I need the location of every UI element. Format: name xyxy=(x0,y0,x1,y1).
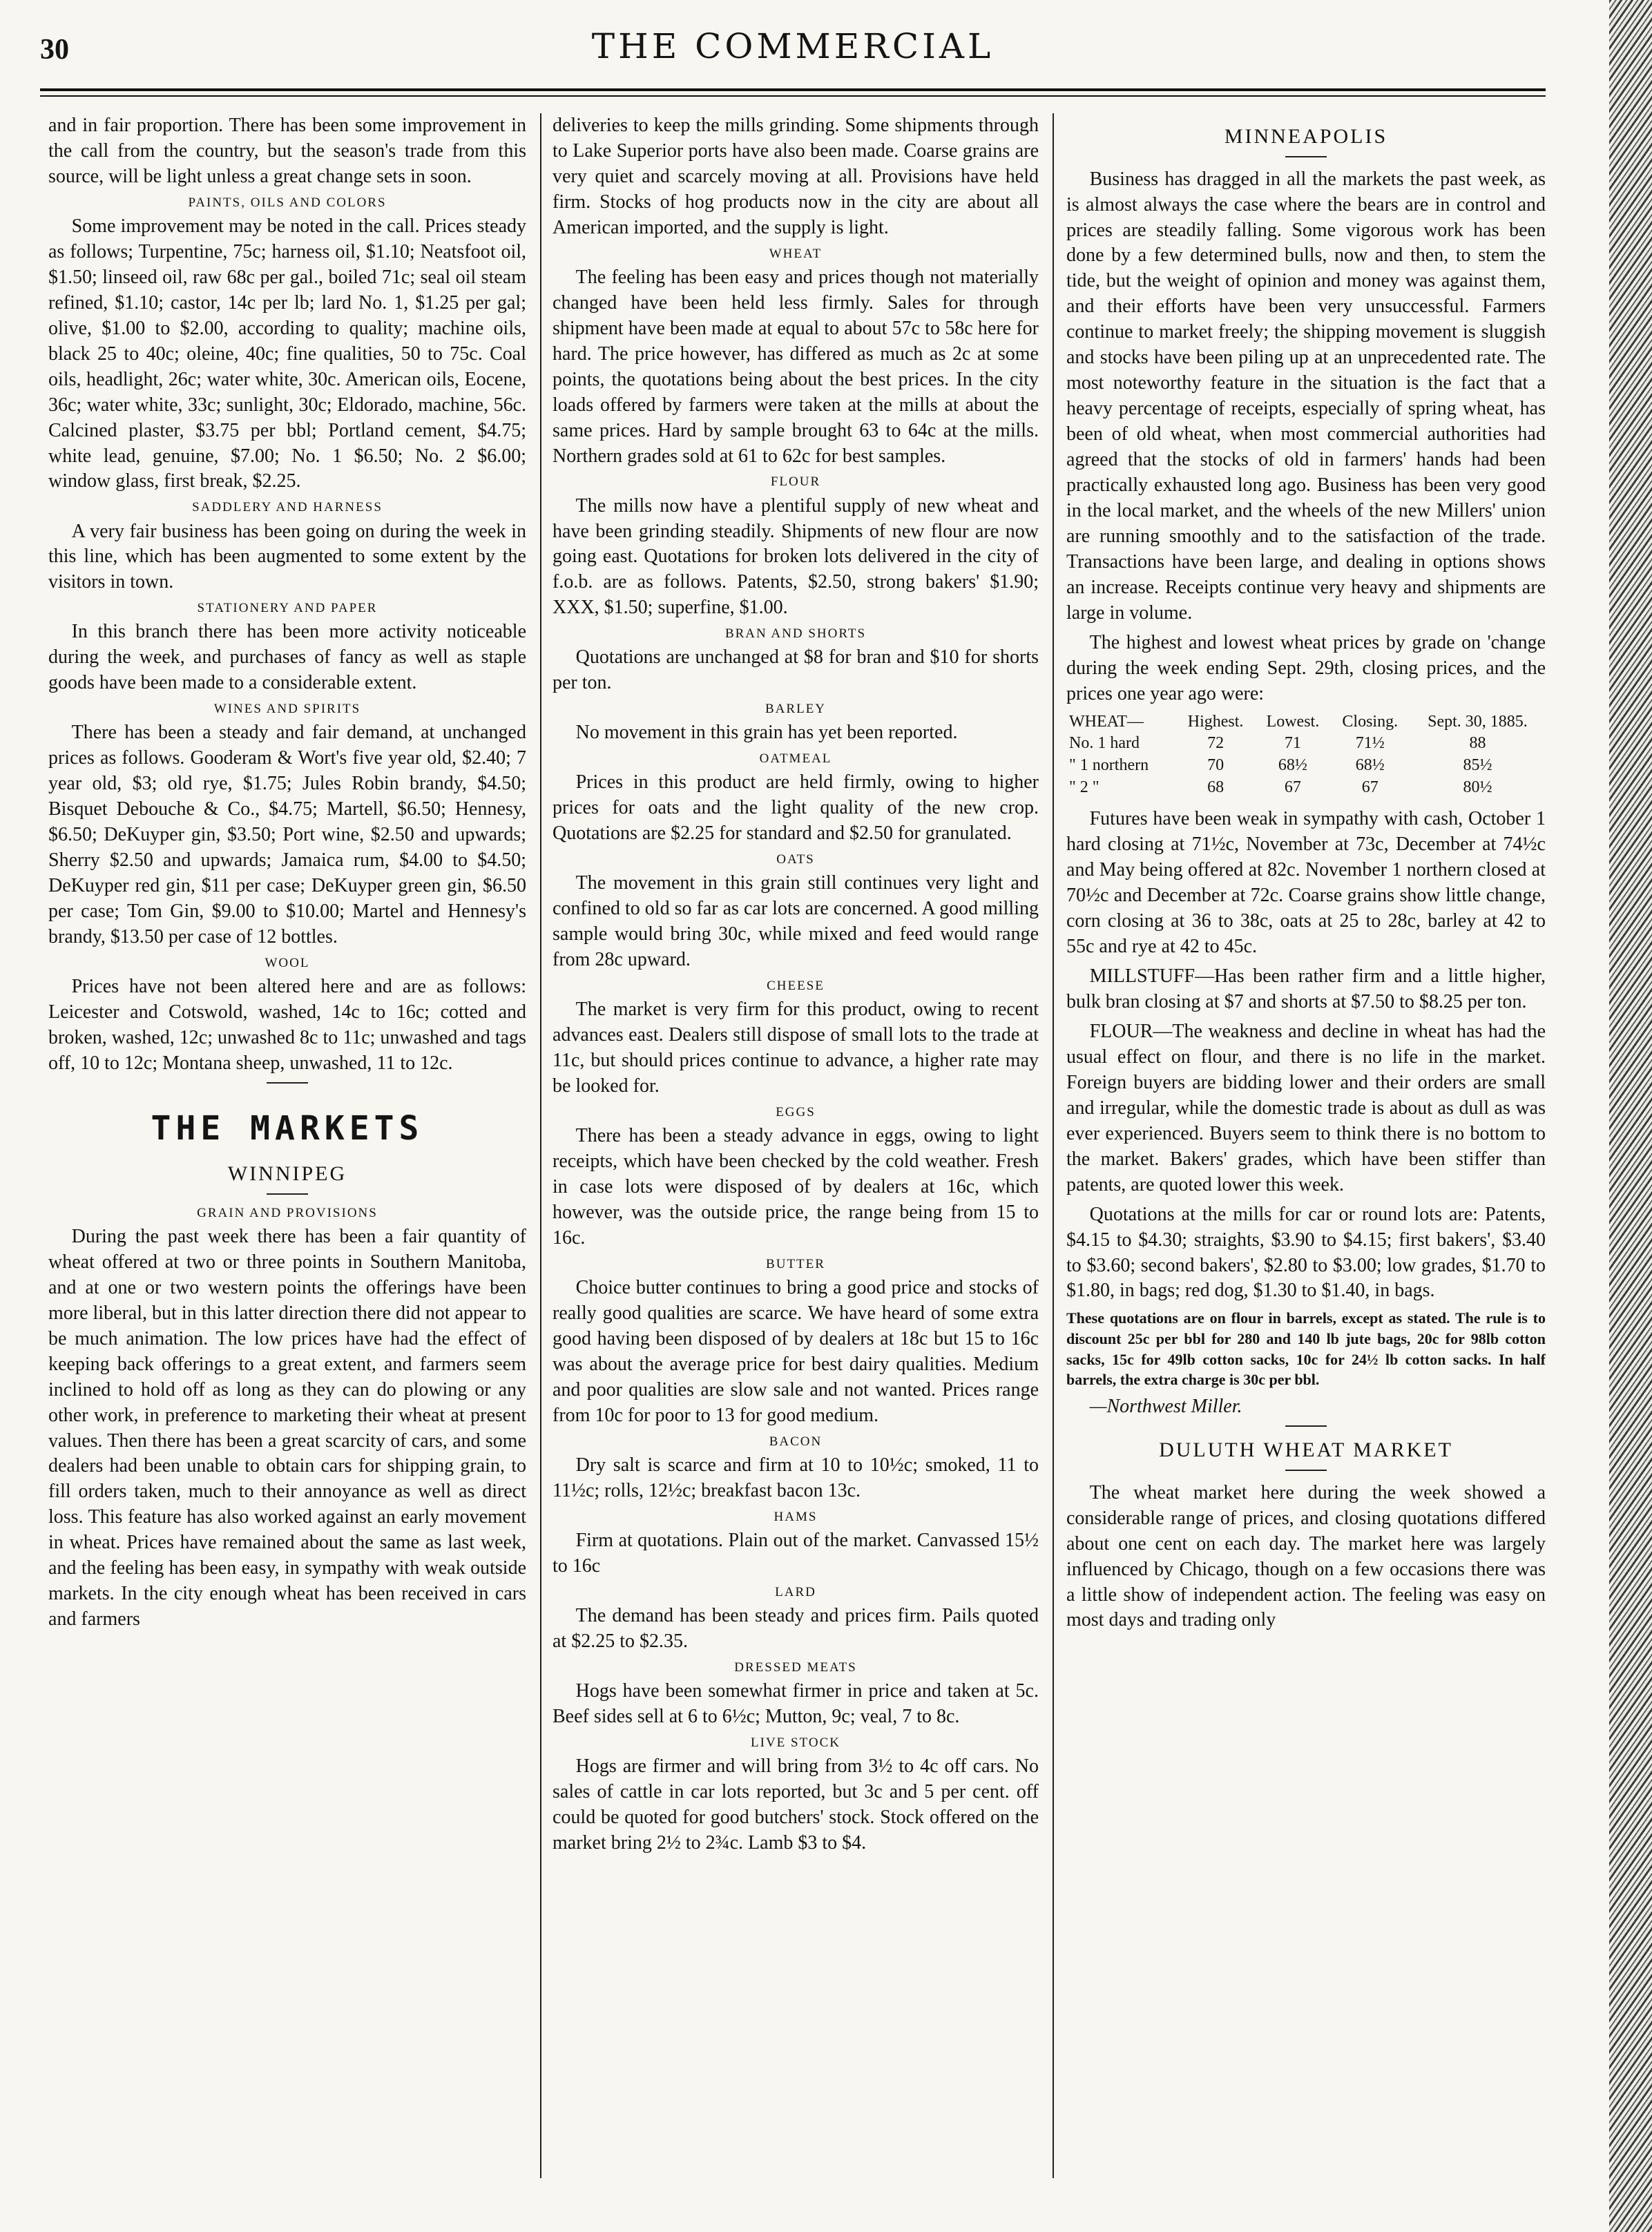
section-heading: SADDLERY AND HARNESS xyxy=(192,500,383,515)
section-heading: OATMEAL xyxy=(759,751,832,767)
paragraph: The market is very firm for this product, owing to recent advances east. Dealers still dispose of small lots to the trade at 11c, but should prices continue to advance, a higher rate may be looked for. xyxy=(553,999,1039,1097)
markets-title: THE MARKETS xyxy=(151,1108,424,1148)
section-heading: DRESSED MEATS xyxy=(734,1659,857,1675)
table-cell: 85½ xyxy=(1463,756,1492,774)
table-header: WHEAT— xyxy=(1069,712,1144,731)
section-heading: BRAN AND SHORTS xyxy=(724,626,867,642)
paragraph: Choice butter continues to bring a good price and stocks of really good qualities are scarce. We have heard of some extra good having been disposed of by dealers at 18c but 15 to 16c was about the average price for best dairy qualities. Medium and poor qualities are slow sale and not wanted. Prices range from 10c for poor to 13 for good medium. xyxy=(553,1276,1039,1426)
column-1 xyxy=(48,113,526,2178)
paragraph: The wheat market here during the week showed a considerable range of prices, and closing quotations differed about one cent on each day. The market here was largely influenced by Chicago, though on a few occasions there was a little show of independent action. The feeling was easy on most days and trading only xyxy=(1066,1481,1546,1631)
table-row xyxy=(1066,755,1546,777)
paragraph: In this branch there has been more activity noticeable during the week, and purchases of fancy as well as staple goods have been made to a considerable extent. xyxy=(48,621,526,694)
table-cell: 67 xyxy=(1284,778,1301,796)
divider xyxy=(267,1082,308,1084)
divider xyxy=(1285,1470,1327,1471)
table-header: Lowest. xyxy=(1266,712,1320,731)
paragraph: Quotations are unchanged at $8 for bran and $10 for shorts per ton. xyxy=(553,646,1039,694)
paragraph: The mills now have a plentiful supply of new wheat and have been grinding steadily. Shipments of new flour are now going east. Quotations for broken lots delivered in the city of f.o.b. are as follows. Patents, $2.50, strong bakers' $1.90; XXX, $1.50; superfine, $1.00. xyxy=(553,494,1039,619)
section-heading: FLOUR xyxy=(770,474,821,490)
table-cell: 88 xyxy=(1469,734,1486,753)
paragraph: The movement in this grain still continues very light and confined to old so far as car lots are concerned. A good milling sample would bring 30c, while mixed and feed would range from 28c upward. xyxy=(553,872,1039,971)
column-3 xyxy=(1066,113,1546,2178)
paragraph: No movement in this grain has yet been reported. xyxy=(575,722,958,744)
paragraph: Prices have not been altered here and are as follows: Leicester and Cotswold, washed, 14c to 16c; cotted and broken, washed, 12c; unwashed 8c to 11c; unwashed and tags off, 10 to 12c; Montana sheep, unwashed, 11 to 12c. xyxy=(48,976,526,1074)
section-heading: BACON xyxy=(769,1434,823,1449)
table-cell: 80½ xyxy=(1463,778,1492,796)
column-divider xyxy=(1053,113,1054,2178)
table-row xyxy=(1066,733,1546,755)
paragraph: There has been a steady advance in eggs, owing to light receipts, which have been checked by the cold weather. Fresh in case lots were disposed of by dealers at 16c, which however, was the outside price, the range being from 15 to 16c. xyxy=(553,1125,1039,1249)
section-heading: LARD xyxy=(775,1584,816,1599)
paragraph: The highest and lowest wheat prices by grade on 'change during the week ending Sept. 29th, closing prices, and the prices one year ago were: xyxy=(1066,631,1546,704)
table-cell: 70 xyxy=(1207,756,1224,774)
section-heading: WHEAT xyxy=(769,246,823,261)
source-credit: —Northwest Miller. xyxy=(1089,1396,1242,1418)
paragraph: Business has dragged in all the markets the past week, as is almost always the case where the bears are in control and prices are steadily falling. Some vigorous work has been done by a few determined bulls, now and then, to stem the tide, but the weight of opinion and money was against them, and their efforts have been very unsuccessful. Farmers continue to market freely; the shipping movement is sluggish and stocks have been piling up at an unprecedented rate. The most noteworthy feature in the situation is the fact that a heavy percentage of receipts, especially of spring wheat, has been of old wheat, when most commercial authorities had agreed that the stocks of old in farmers' hands had been practically exhausted long ago. Business has been very good in the local market, and the wheels of the new Millers' union are running smoothly and to the satisfaction of the trade. Transactions have been large, and dealing in options shows an increase. Receipts continue very heavy and shipments are large in volume. xyxy=(1066,168,1546,624)
section-heading: LIVE STOCK xyxy=(751,1735,841,1750)
section-heading: OATS xyxy=(776,852,815,867)
table-cell: " 2 " xyxy=(1069,778,1099,796)
paragraph: Hogs have been somewhat firmer in price and taken at 5c. Beef sides sell at 6 to 6½c; Mutton, 9c; veal, 7 to 8c. xyxy=(553,1680,1039,1727)
section-title: DULUTH WHEAT MARKET xyxy=(1159,1439,1453,1462)
paragraph: The feeling has been easy and prices though not materially changed have been held less firmly. Sales for through shipment have been made at equal to about 57c to 58c here for hard. The price however, has differed as much as 2c at some points, the quotations being about the best prices. In the city loads offered by farmers were taken at the mills at about the same prices. Hard by sample brought 63 to 64c at the mills. Northern grades sold at 61 to 62c for best samples. xyxy=(553,266,1039,467)
section-heading: BUTTER xyxy=(766,1256,825,1271)
table-cell: No. 1 hard xyxy=(1069,734,1140,753)
paragraph: Futures have been weak in sympathy with cash, October 1 hard closing at 71½c, November at 73c, December at 74½c and May being offered at 82c. November 1 northern closed at 70½c and December at 72c. Coarse grains show little change, corn closing at 36 to 38c, oats at 25 to 28c, barley at 42 to 55c and rye at 42 to 45c. xyxy=(1066,808,1546,958)
section-heading: BARLEY xyxy=(765,702,826,717)
city-heading: MINNEAPOLIS xyxy=(1224,125,1388,148)
paragraph: A very fair business has been going on during the week in this line, which has been augmented to some extent by the visitors in town. xyxy=(48,520,526,593)
table-cell: 68½ xyxy=(1355,756,1385,774)
table-header-row xyxy=(1066,711,1546,733)
table-cell: 68 xyxy=(1207,778,1224,796)
masthead: THE COMMERCIAL xyxy=(591,26,995,66)
paragraph: Firm at quotations. Plain out of the market. Canvassed 15½ to 16c xyxy=(553,1529,1039,1577)
table-header: Highest. xyxy=(1187,712,1244,731)
section-heading: PAINTS, OILS AND COLORS xyxy=(188,195,387,210)
wheat-price-table xyxy=(1066,711,1546,799)
paragraph: deliveries to keep the mills grinding. Some shipments through to Lake Superior ports have also been made. Coarse grains are very quiet and scarcely moving at all. Provisions have held firm. Stocks of hog products now in the city are about all American imported, and the supply is light. xyxy=(553,115,1039,238)
table-header: Sept. 30, 1885. xyxy=(1428,712,1528,731)
divider xyxy=(1285,156,1327,157)
column-divider xyxy=(540,113,541,2178)
paragraph: Hogs are firmer and will bring from 3½ to 4c off cars. No sales of cattle in car lots reported, but 3c and 5 per cent. off could be quoted for good butchers' stock. Stock offered on the market bring 2½ to 2¾c. Lamb $3 to $4. xyxy=(553,1755,1039,1854)
page-edge xyxy=(1609,0,1652,2232)
column-2 xyxy=(553,113,1039,2178)
table-row xyxy=(1066,777,1546,799)
section-heading: STATIONERY AND PAPER xyxy=(197,601,378,616)
header-rule-thin xyxy=(40,95,1546,97)
section-heading: HAMS xyxy=(774,1509,818,1524)
table-cell: 71½ xyxy=(1355,734,1385,753)
footnote: These quotations are on flour in barrels, except as stated. The rule is to discount 25c per bbl for 280 and 140 lb jute bags, 20c for 98lb cotton sacks, 15c for 49lb cotton sacks, 10c for 24½ lb cotton sacks. In half barrels, the extra charge is 30c per bbl. xyxy=(1066,1309,1546,1389)
divider xyxy=(267,1193,308,1195)
paragraph: Dry salt is scarce and firm at 10 to 10½c; smoked, 11 to 11½c; rolls, 12½c; breakfast bacon 13c. xyxy=(553,1454,1039,1501)
paragraph: Prices in this product are held firmly, owing to higher prices for oats and the light quality of the new crop. Quotations are $2.25 for standard and $2.50 for granulated. xyxy=(553,771,1039,845)
city-heading: WINNIPEG xyxy=(227,1162,347,1186)
section-heading: EGGS xyxy=(776,1105,816,1120)
paragraph: and in fair proportion. There has been some improvement in the call from the country, but the season's trade from this source, will be light unless a great change sets in soon. xyxy=(48,115,526,187)
page-number: 30 xyxy=(40,34,69,66)
header-rule xyxy=(40,88,1546,91)
table-cell: " 1 northern xyxy=(1069,756,1149,774)
section-heading: CHEESE xyxy=(767,979,825,994)
table-cell: 67 xyxy=(1361,778,1379,796)
table-header: Closing. xyxy=(1342,712,1399,731)
section-heading: WOOL xyxy=(265,955,310,970)
table-cell: 68½ xyxy=(1278,756,1307,774)
paragraph: The demand has been steady and prices firm. Pails quoted at $2.25 to $2.35. xyxy=(553,1604,1039,1652)
paragraph: During the past week there has been a fair quantity of wheat offered at two or three points in Southern Manitoba, and at one or two western points the offerings have been more liberal, but in this latter direction there did not appear to be much animation. The low prices have had the effect of keeping back offerings to a great extent, and farmers seem inclined to hold off as long as they can do plowing or any other work, in preference to marketing their wheat at present values. Then there has been a great scarcity of cars, and some dealers had been unable to obtain cars for shipping grain, to fill orders taken, much to their annoyance as well as direct loss. This feature has also worked against an early movement in wheat. Prices have remained about the same as last week, and the feeling has been easy, in sympathy with weak outside markets. In the city enough wheat has been received in cars and farmers xyxy=(48,1225,526,1630)
divider xyxy=(1285,1425,1327,1427)
paragraph: There has been a steady and fair demand, at unchanged prices as follows. Gooderam & Wort's five year old, $2.40; 7 year old, $3; old rye, $1.75; Jules Robin brandy, $4.50; Bisquet Debouche & Co., $4.75; Martell, $6.50; Hennesy, $6.50; DeKuyper gin, $3.50; Port wine, $2.50 and upwards; Sherry $2.50 and upwards; Jamaica rum, $4.00 to $4.50; DeKuyper red gin, $11 per case; DeKuyper green gin, $6.50 per case; Tom Gin, $9.00 to $10.00; Martel and Hennesy's brandy, $13.50 per case of 12 bottles. xyxy=(48,722,526,947)
paragraph: Some improvement may be noted in the call. Prices steady as follows; Turpentine, 75c; harness oil, $1.10; Neatsfoot oil, $1.50; linseed oil, raw 68c per gal., boiled 71c; seal oil steam refined, $1.10; castor, 14c per lb; lard No. 1, $1.25 per gal; olive, $1.00 to $2.00, according to quality; machine oils, black 25 to 40c; oleine, 40c; fine qualities, 50 to 75c. Coal oils, headlight, 26c; water white, 30c. American oils, Eocene, 36c; water white, 33c; sunlight, 30c; Eldorado, machine, 56c. Calcined plaster, $3.75 per bbl; Portland cement, $4.75; white lead, genuine, $7.00; No. 1 $6.50; No. 2 $6.00; window glass, first break, $2.25. xyxy=(48,215,526,492)
table-cell: 71 xyxy=(1284,734,1301,753)
page-header xyxy=(40,26,1546,68)
section-heading: WINES AND SPIRITS xyxy=(213,702,361,717)
paragraph: FLOUR—The weakness and decline in wheat has had the usual effect on flour, and there is no life in the market. Foreign buyers are bidding lower and their orders are small and irregular, while the domestic trade is about as dull as was ever experienced. Buyers seem to think there is no bottom to the market. Bakers' grades, which have been stiffer than patents, are quoted lower this week. xyxy=(1066,1020,1546,1195)
section-heading: GRAIN AND PROVISIONS xyxy=(197,1205,378,1220)
paragraph: MILLSTUFF—Has been rather firm and a little higher, bulk bran closing at $7 and shorts at $7.50 to $8.25 per ton. xyxy=(1066,965,1546,1012)
paragraph: Quotations at the mills for car or round lots are: Patents, $4.15 to $4.30; straights, $3.90 to $4.15; first bakers', $3.40 to $3.60; second bakers', $2.80 to $3.00; low grades, $1.70 to $1.80, in bags; red dog, $1.30 to $1.40, in bags. xyxy=(1066,1203,1546,1302)
table-cell: 72 xyxy=(1207,734,1224,753)
